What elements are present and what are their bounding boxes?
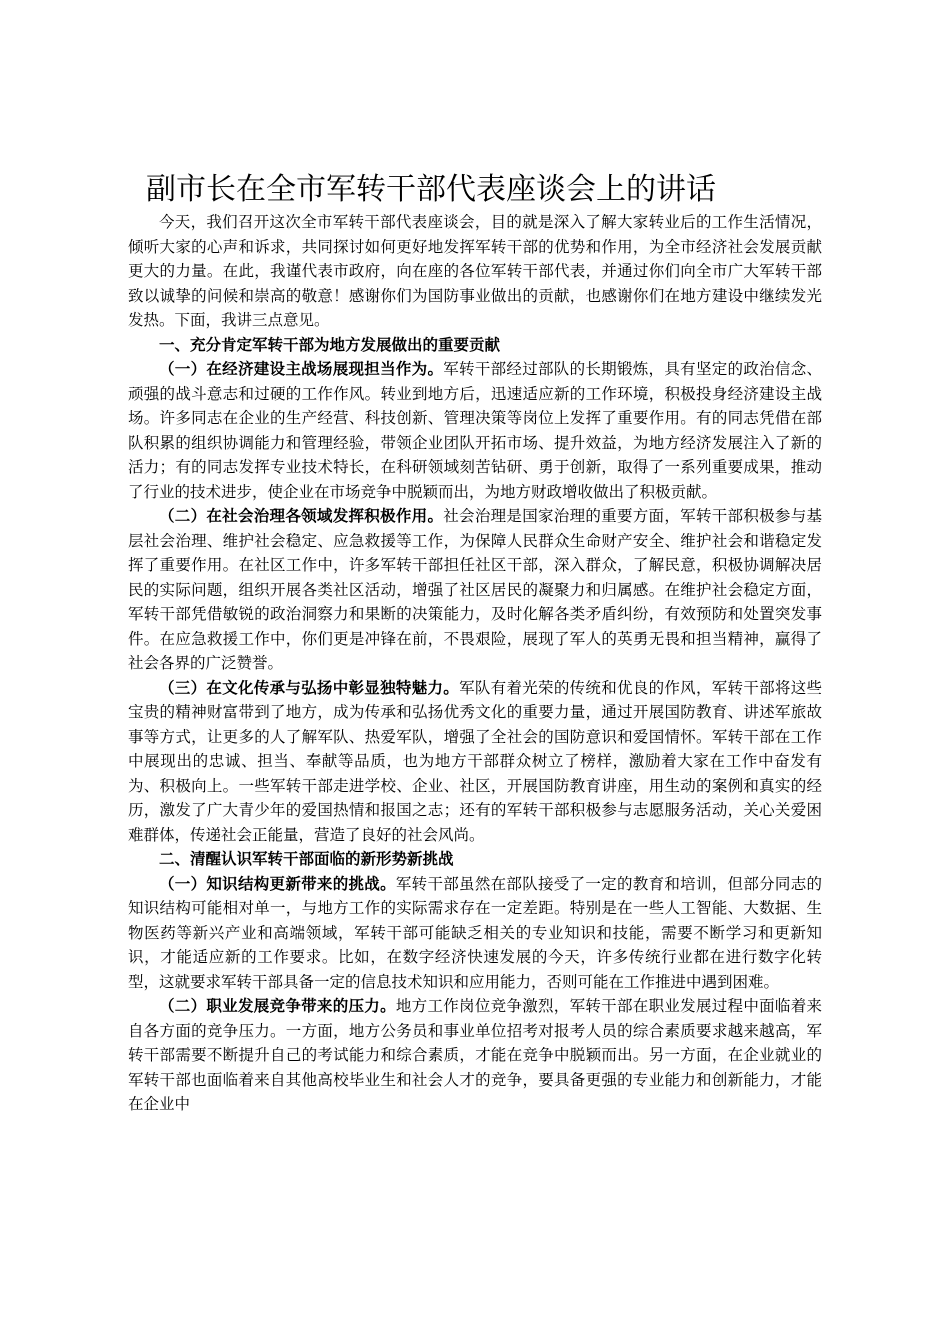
paragraph-text: 地方工作岗位竞争激烈，军转干部在职业发展过程中面临着来自各方面的竞争压力。一方面，地方公务员和事业单位招考对报考人员的综合素质要求越来越高，军转干部需要不断提升自己的考试能力和综合素质，才能在竞争中脱颖而出。另一方面，在企业就业的军转干部也面临着来自其他高校毕业生和社会人才的竞争，要具备更强的专业能力和创新能力，才能在企业中 xyxy=(128,997,822,1113)
paragraph-lead: （一）知识结构更新带来的挑战。 xyxy=(159,873,396,893)
paragraph-text: 军转干部经过部队的长期锻炼，具有坚定的政治信念、顽强的战斗意志和过硬的工作作风。转业到地方后，迅速适应新的工作环境，积极投身经济建设主战场。许多同志在企业的生产经营、科技创新、管理决策等岗位上发挥了重要作用。有的同志凭借在部队积累的组织协调能力和管理经验，带领企业团队开拓市场、提升效益，为地方经济发展注入了新的活力；有的同志发挥专业技术特长，在科研领域刻苦钻研、勇于创新，取得了一系列重要成果，推动了行业的技术进步，使企业在市场竞争中脱颖而出，为地方财政增收做出了积极贡献。 xyxy=(128,360,822,501)
document-title: 副市长在全市军转干部代表座谈会上的讲话 xyxy=(146,172,716,207)
paragraph-lead: （二）职业发展竞争带来的压力。 xyxy=(159,996,396,1015)
paragraph-1-2 xyxy=(128,504,822,676)
paragraph-text: 军转干部虽然在部队接受了一定的教育和培训，但部分同志的知识结构可能相对单一，与地方工作的实际需求存在一定差距。特别是在一些人工智能、大数据、生物医药等新兴产业和高端领域，军转干部可能缺乏相关的专业知识和技能，需要不断学习和更新知识，才能适应新的工作要求。比如，在数字经济快速发展的今天，许多传统行业都在进行数字化转型，这就要求军转干部具备一定的信息技术知识和应用能力，否则可能在工作推进中遇到困难。 xyxy=(128,874,822,991)
document-page xyxy=(128,170,822,1117)
section-heading-1: 一、充分肯定军转干部为地方发展做出的重要贡献 xyxy=(159,334,501,354)
paragraph-1-1 xyxy=(128,357,822,504)
paragraph-lead: （一）在经济建设主战场展现担当作为。 xyxy=(159,359,444,378)
intro-paragraph: 今天，我们召开这次全市军转干部代表座谈会，目的就是深入了解大家转业后的工作生活情况，倾听大家的心声和诉求，共同探讨如何更好地发挥军转干部的优势和作用，为全市经济社会发展贡献更大的力量。在此，我谨代表市政府，向在座的各位军转干部代表，并通过你们向全市广大军转干部致以诚挚的问候和崇高的敬意！感谢你们为国防事业做出的贡献，也感谢你们在地方建设中继续发光发热。下面，我讲三点意见。 xyxy=(128,213,822,329)
paragraph-2-1 xyxy=(128,872,822,995)
paragraph-lead: （二）在社会治理各领域发挥积极作用。 xyxy=(159,506,444,525)
section-heading-2: 二、清醒认识军转干部面临的新形势新挑战 xyxy=(159,849,454,868)
paragraph-text: 社会治理是国家治理的重要方面，军转干部积极参与基层社会治理、维护社会稳定、应急救援等工作，为保障人民群众生命财产安全、维护社会和谐稳定发挥了重要作用。在社区工作中，许多军转干部担任社区干部，深入群众，了解民意，积极协调解决居民的实际问题，组织开展各类社区活动，增强了社区居民的凝聚力和归属感。在维护社会稳定方面，军转干部凭借敏锐的政治洞察力和果断的决策能力，及时化解各类矛盾纠纷，有效预防和处置突发事件。在应急救援工作中，你们更是冲锋在前，不畏艰险，展现了军人的英勇无畏和担当精神，赢得了社会各界的广泛赞誉。 xyxy=(128,507,822,672)
paragraph-lead: （三）在文化传承与弘扬中彰显独特魅力。 xyxy=(159,677,460,697)
paragraph-2-2 xyxy=(128,994,822,1117)
paragraph-text: 军队有着光荣的传统和优良的作风，军转干部将这些宝贵的精神财富带到了地方，成为传承和弘扬优秀文化的重要力量，通过开展国防教育、讲述军旅故事等方式，让更多的人了解军队、热爱军队，增强了全社会的国防意识和爱国情怀。军转干部在工作中展现出的忠诚、担当、奉献等品质，也为地方干部群众树立了榜样，激励着大家在工作中奋发有为、积极向上。一些军转干部走进学校、企业、社区，开展国防教育讲座，用生动的案例和真实的经历，激发了广大青少年的爱国热情和报国之志；还有的军转干部积极参与志愿服务活动，关心关爱困难群体，传递社会正能量，营造了良好的社会风尚。 xyxy=(128,678,822,844)
paragraph-1-3 xyxy=(128,676,822,848)
